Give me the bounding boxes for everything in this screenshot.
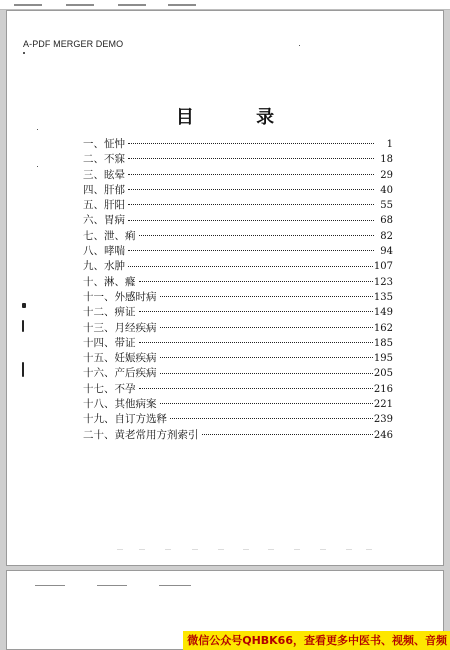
toc-page-number: 40	[380, 184, 393, 196]
toc-page-number: 149	[373, 307, 393, 319]
toc-entry	[83, 275, 393, 290]
margin-mark	[22, 362, 24, 377]
scan-line	[159, 585, 191, 586]
toc-entry-title: 三、眩晕	[83, 168, 125, 181]
toc-leader-dots	[139, 234, 375, 236]
toc-page-number: 107	[373, 261, 393, 273]
toc-entry-title: 八、哮喘	[83, 245, 125, 258]
scan-line	[118, 4, 146, 6]
toc-leader-dots	[202, 433, 373, 435]
toc-entry	[83, 244, 393, 259]
toc-entry-title: 十九、自订方选释	[83, 413, 167, 426]
toc-entry	[83, 428, 393, 443]
scan-noise-mark	[139, 549, 145, 550]
toc-leader-dots	[128, 203, 374, 205]
toc-entry	[83, 336, 393, 351]
toc-entry	[83, 412, 393, 427]
scan-noise-mark	[346, 549, 352, 550]
margin-mark	[22, 320, 24, 332]
scan-speck	[23, 52, 25, 54]
toc-entry	[83, 366, 393, 381]
toc-leader-dots	[139, 341, 373, 343]
toc-entry	[83, 152, 393, 167]
toc-entry	[83, 168, 393, 183]
watermark-text: A-PDF MERGER DEMO	[23, 39, 124, 49]
toc-page-number: 82	[380, 230, 393, 242]
toc-page-number: 123	[373, 276, 393, 288]
scan-noise-mark	[243, 549, 249, 550]
scan-noise-mark	[366, 549, 372, 550]
toc-leader-dots	[139, 387, 373, 389]
toc-entry	[83, 213, 393, 228]
scan-line	[97, 585, 127, 586]
margin-mark	[22, 303, 26, 308]
toc-entry-title: 四、肝郁	[83, 183, 125, 196]
toc-leader-dots	[128, 219, 374, 221]
toc-leader-dots	[160, 372, 373, 374]
toc-page-number: 135	[373, 291, 393, 303]
toc-entry-title: 九、水肿	[83, 260, 125, 273]
toc-entry-title: 七、泄、痢	[83, 229, 136, 242]
toc-leader-dots	[128, 265, 373, 267]
toc-page-number: 55	[380, 200, 393, 212]
toc-entry-title: 二十、黄老常用方剂索引	[83, 428, 199, 441]
toc-entry-title: 十八、其他病案	[83, 398, 157, 411]
toc-leader-dots	[160, 402, 373, 404]
promo-banner: 微信公众号QHBK66，查看更多中医书、视频、音频	[183, 631, 450, 650]
toc-entry-title: 十六、产后疾病	[83, 367, 157, 380]
scan-line	[14, 4, 42, 6]
toc-entry-title: 十三、月经疾病	[83, 321, 157, 334]
toc-leader-dots	[160, 295, 373, 297]
toc-page-number: 216	[373, 383, 393, 395]
table-of-contents	[83, 137, 393, 443]
toc-leader-dots	[128, 142, 374, 144]
toc-entry-title: 十、淋、癃	[83, 275, 136, 288]
scan-speck	[37, 166, 38, 167]
scan-noise-mark	[165, 549, 171, 550]
toc-entry	[83, 183, 393, 198]
document-page	[6, 10, 444, 566]
toc-entry-title: 五、肝阳	[83, 199, 125, 212]
toc-leader-dots	[128, 188, 374, 190]
toc-entry	[83, 321, 393, 336]
toc-entry	[83, 137, 393, 152]
toc-entry-title: 十七、不孕	[83, 382, 136, 395]
toc-page-number: 18	[380, 154, 393, 166]
scan-line	[66, 4, 94, 6]
toc-page-number: 68	[380, 215, 393, 227]
scan-noise-mark	[117, 549, 123, 550]
toc-page-number: 239	[373, 414, 393, 426]
toc-entry-title: 十四、带证	[83, 336, 136, 349]
toc-entry-title: 二、不寐	[83, 153, 125, 166]
toc-leader-dots	[128, 249, 374, 251]
toc-page-number: 162	[373, 322, 393, 334]
toc-entry	[83, 305, 393, 320]
toc-page-number: 185	[373, 337, 393, 349]
toc-entry-title: 六、胃病	[83, 214, 125, 227]
toc-page-number: 1	[386, 139, 393, 150]
toc-page-number: 246	[373, 429, 393, 441]
toc-leader-dots	[139, 310, 373, 312]
toc-entry-title: 十五、妊娠疾病	[83, 352, 157, 365]
toc-entry-title: 一、怔忡	[83, 138, 125, 150]
toc-entry	[83, 259, 393, 274]
toc-leader-dots	[128, 173, 374, 175]
toc-entry-title: 十一、外感时病	[83, 290, 157, 303]
toc-leader-dots	[128, 157, 374, 159]
scan-noise-mark	[218, 549, 224, 550]
toc-page-number: 195	[373, 353, 393, 365]
scan-line	[168, 4, 196, 6]
page-title: 目 录	[175, 107, 303, 128]
toc-page-number: 205	[373, 368, 393, 380]
scan-noise	[117, 547, 377, 553]
toc-page-number: 94	[380, 246, 393, 258]
toc-entry	[83, 397, 393, 412]
scan-noise-mark	[268, 549, 274, 550]
scan-noise-mark	[320, 549, 326, 550]
scan-speck	[37, 129, 38, 130]
toc-page-number: 221	[373, 399, 393, 411]
toc-leader-dots	[160, 356, 373, 358]
scan-noise-mark	[192, 549, 198, 550]
toc-entry	[83, 229, 393, 244]
toc-entry-title: 十二、痹证	[83, 306, 136, 319]
toc-entry	[83, 198, 393, 213]
toc-page-number: 29	[380, 169, 393, 181]
scan-noise-mark	[294, 549, 300, 550]
toc-entry	[83, 382, 393, 397]
scan-speck	[299, 45, 300, 46]
toc-entry	[83, 290, 393, 305]
scan-line	[35, 585, 65, 586]
toc-leader-dots	[139, 280, 373, 282]
toc-entry	[83, 351, 393, 366]
toc-leader-dots	[160, 326, 373, 328]
previous-page-edge	[0, 0, 450, 10]
toc-leader-dots	[170, 417, 373, 419]
